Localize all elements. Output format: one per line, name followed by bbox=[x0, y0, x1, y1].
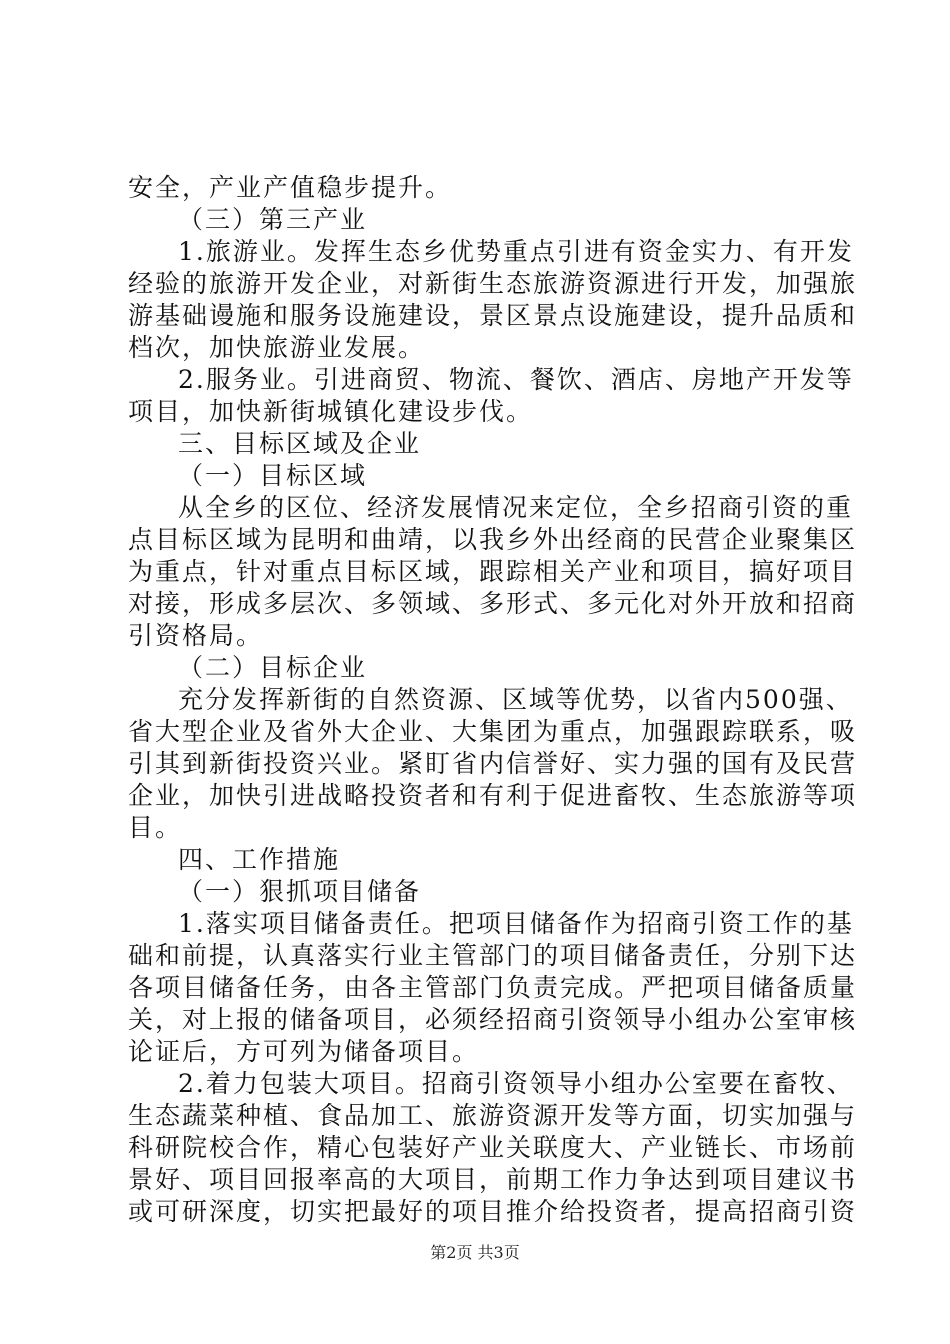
text-line: 项目，加快新街城镇化建设步伐。 bbox=[128, 397, 534, 426]
text-line: 档次，加快旅游业发展。 bbox=[128, 333, 426, 362]
text-line: 各项目储备任务，由各主管部门负责完成。严把项目储备质量 bbox=[128, 973, 858, 1002]
text-line: 景好、项目回报率高的大项目，前期工作力争达到项目建议书 bbox=[128, 1165, 858, 1194]
text-line: 为重点，针对重点目标区域，跟踪相关产业和项目，搞好项目 bbox=[128, 557, 858, 586]
text-line: 论证后，方可列为储备项目。 bbox=[128, 1037, 480, 1066]
text-line: 从全乡的区位、经济发展情况来定位，全乡招商引资的重 bbox=[178, 493, 854, 522]
section-heading: （一）目标区域 bbox=[178, 461, 368, 490]
text-line: 科研院校合作，精心包装好产业关联度大、产业链长、市场前 bbox=[128, 1133, 858, 1162]
text-line: 引资格局。 bbox=[128, 621, 264, 650]
text-line: 省大型企业及省外大企业、大集团为重点，加强跟踪联系，吸 bbox=[128, 717, 858, 746]
page-number-footer: 第2页 共3页 bbox=[430, 1243, 520, 1262]
text-line: 1.落实项目储备责任。把项目储备作为招商引资工作的基 bbox=[178, 909, 854, 938]
text-line: 生态蔬菜种植、食品加工、旅游资源开发等方面，切实加强与 bbox=[128, 1101, 858, 1130]
section-heading: （二）目标企业 bbox=[178, 653, 368, 682]
text-line: 充分发挥新街的自然资源、区域等优势，以省内500强、 bbox=[178, 685, 853, 714]
section-heading: 四、工作措施 bbox=[178, 845, 341, 874]
document-body bbox=[128, 172, 858, 1228]
text-line: 2.着力包装大项目。招商引资领导小组办公室要在畜牧、 bbox=[178, 1069, 854, 1098]
section-heading: （一）狠抓项目储备 bbox=[178, 877, 422, 906]
text-line: 点目标区域为昆明和曲靖，以我乡外出经商的民营企业聚集区 bbox=[128, 525, 858, 554]
text-line: 引其到新街投资兴业。紧盯省内信誉好、实力强的国有及民营 bbox=[128, 749, 858, 778]
text-line: 经验的旅游开发企业，对新街生态旅游资源进行开发，加强旅 bbox=[128, 269, 858, 298]
text-line: 础和前提，认真落实行业主管部门的项目储备责任，分别下达 bbox=[128, 941, 858, 970]
text-line: 企业，加快引进战略投资者和有利于促进畜牧、生态旅游等项 bbox=[128, 781, 858, 810]
text-line: 关，对上报的储备项目，必须经招商引资领导小组办公室审核 bbox=[128, 1005, 858, 1034]
text-line: 游基础谩施和服务设施建设，景区景点设施建设，提升品质和 bbox=[128, 301, 858, 330]
text-line: 2.服务业。引进商贸、物流、餐饮、酒店、房地产开发等 bbox=[178, 365, 854, 394]
section-heading: （三）第三产业 bbox=[178, 205, 368, 234]
text-line: 或可研深度，切实把最好的项目推介给投资者，提高招商引资 bbox=[128, 1197, 858, 1226]
section-heading: 三、目标区域及企业 bbox=[178, 429, 422, 458]
text-line: 安全，产业产值稳步提升。 bbox=[128, 173, 453, 202]
text-line: 目。 bbox=[128, 813, 183, 842]
text-line: 对接，形成多层次、多领域、多形式、多元化对外开放和招商 bbox=[128, 589, 858, 618]
text-line: 1.旅游业。发挥生态乡优势重点引进有资金实力、有开发 bbox=[178, 237, 854, 266]
